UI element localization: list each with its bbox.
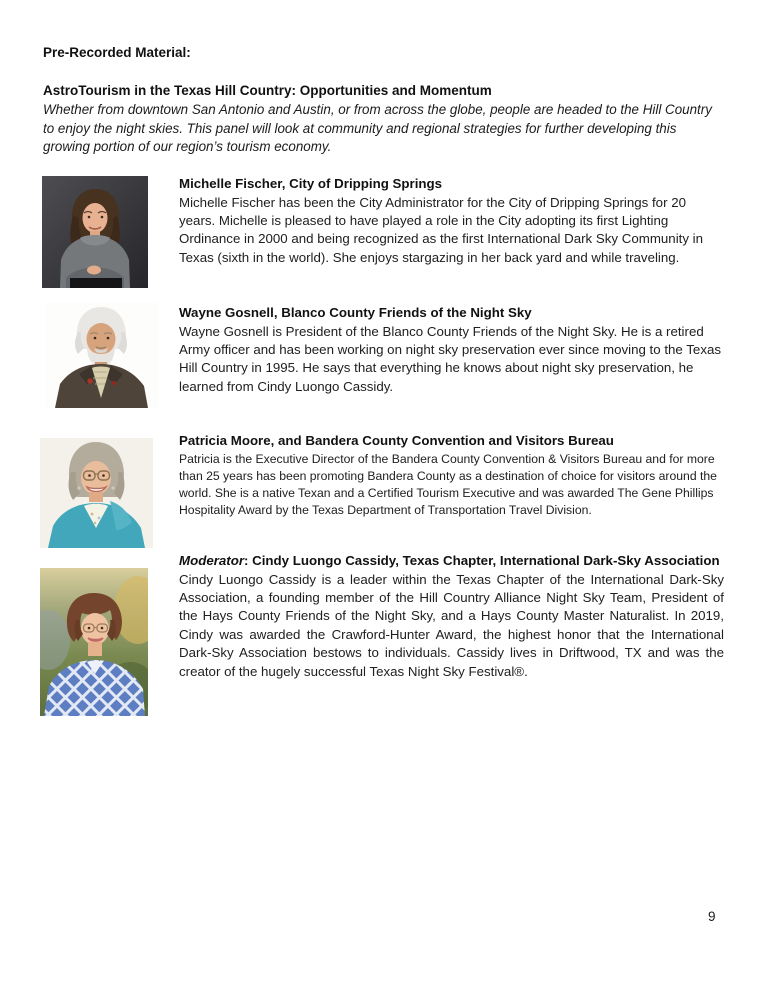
panel-title: AstroTourism in the Texas Hill Country: Opportunities and Momentum xyxy=(43,83,492,98)
michelle-fischer-photo xyxy=(42,176,148,288)
cindy-luongo-cassidy-photo xyxy=(40,568,148,716)
portrait-image xyxy=(40,568,148,716)
portrait-image xyxy=(40,438,153,548)
section-heading: Pre-Recorded Material: xyxy=(43,45,191,60)
panel-description: Whether from downtown San Antonio and Austin, or from across the globe, people are headed to the Hill Country to enjoy the night skies. This panel will look at community and regional strategies for further developing this growing portion of our region’s tourism economy. xyxy=(43,102,712,155)
speaker-section-cindy-luongo-cassidy xyxy=(179,552,724,681)
speaker-name-title: Michelle Fischer, City of Dripping Springs xyxy=(179,176,443,191)
speaker-section-patricia-moore xyxy=(179,432,722,519)
wayne-gosnell-photo xyxy=(45,302,158,408)
speaker-section-wayne-gosnell xyxy=(179,304,724,396)
speaker-bio: Patricia is the Executive Director of the Bandera County Convention & Visitors Bureau and for more than 25 years has been promoting Bandera County as a destination of choice for visitors around the world. She is a native Texan and a Certified Tourism Executive and was awarded The Gene Phillips Hospitality Award by the Texas Department of Transportation Travel Division. xyxy=(179,451,717,517)
moderator-label: Moderator xyxy=(179,553,245,568)
speaker-name-title: Patricia Moore, and Bandera County Convention and Visitors Bureau xyxy=(179,433,614,448)
portrait-image xyxy=(45,302,158,408)
speaker-bio: Wayne Gosnell is President of the Blanco County Friends of the Night Sky. He is a retired Army officer and has been working on night sky preservation ever since moving to the Texas Hill Country in 1995. He says that everything he knows about night sky preservation, he learned from Cindy Luongo Cassidy. xyxy=(179,323,722,394)
patricia-moore-photo xyxy=(40,438,153,548)
speaker-bio: Michelle Fischer has been the City Administrator for the City of Dripping Springs for 20 years. Michelle is pleased to have played a role in the City adopting its first Lighting Ordinance in 2000 and being recognized as the first International Dark Sky Community in Texas (sixth in the world). She enjoys stargazing in her back yard and while traveling. xyxy=(179,194,704,265)
speaker-bio: Cindy Luongo Cassidy is a leader within the Texas Chapter of the International Dark-Sky Association, a founding member of the Hill Country Alliance Night Sky Team, President of the Hays County Friends of the Night Sky, and a Hays County Master Naturalist. In 2019, Cindy was awarded the Crawford-Hunter Award, the highest honor that the International Dark-Sky Association bestows to individuals. Cassidy lives in Driftwood, TX and was the creator of the hugely successful Texas Night Sky Festival®. xyxy=(179,571,724,679)
speaker-section-michelle-fischer xyxy=(179,175,724,267)
moderator-name: : Cindy Luongo Cassidy, Texas Chapter, International Dark-Sky Association xyxy=(244,553,720,568)
speaker-name-title: Wayne Gosnell, Blanco County Friends of the Night Sky xyxy=(179,305,532,320)
speaker-name-title xyxy=(179,552,724,571)
portrait-image xyxy=(42,176,148,288)
page-number: 9 xyxy=(708,909,716,924)
